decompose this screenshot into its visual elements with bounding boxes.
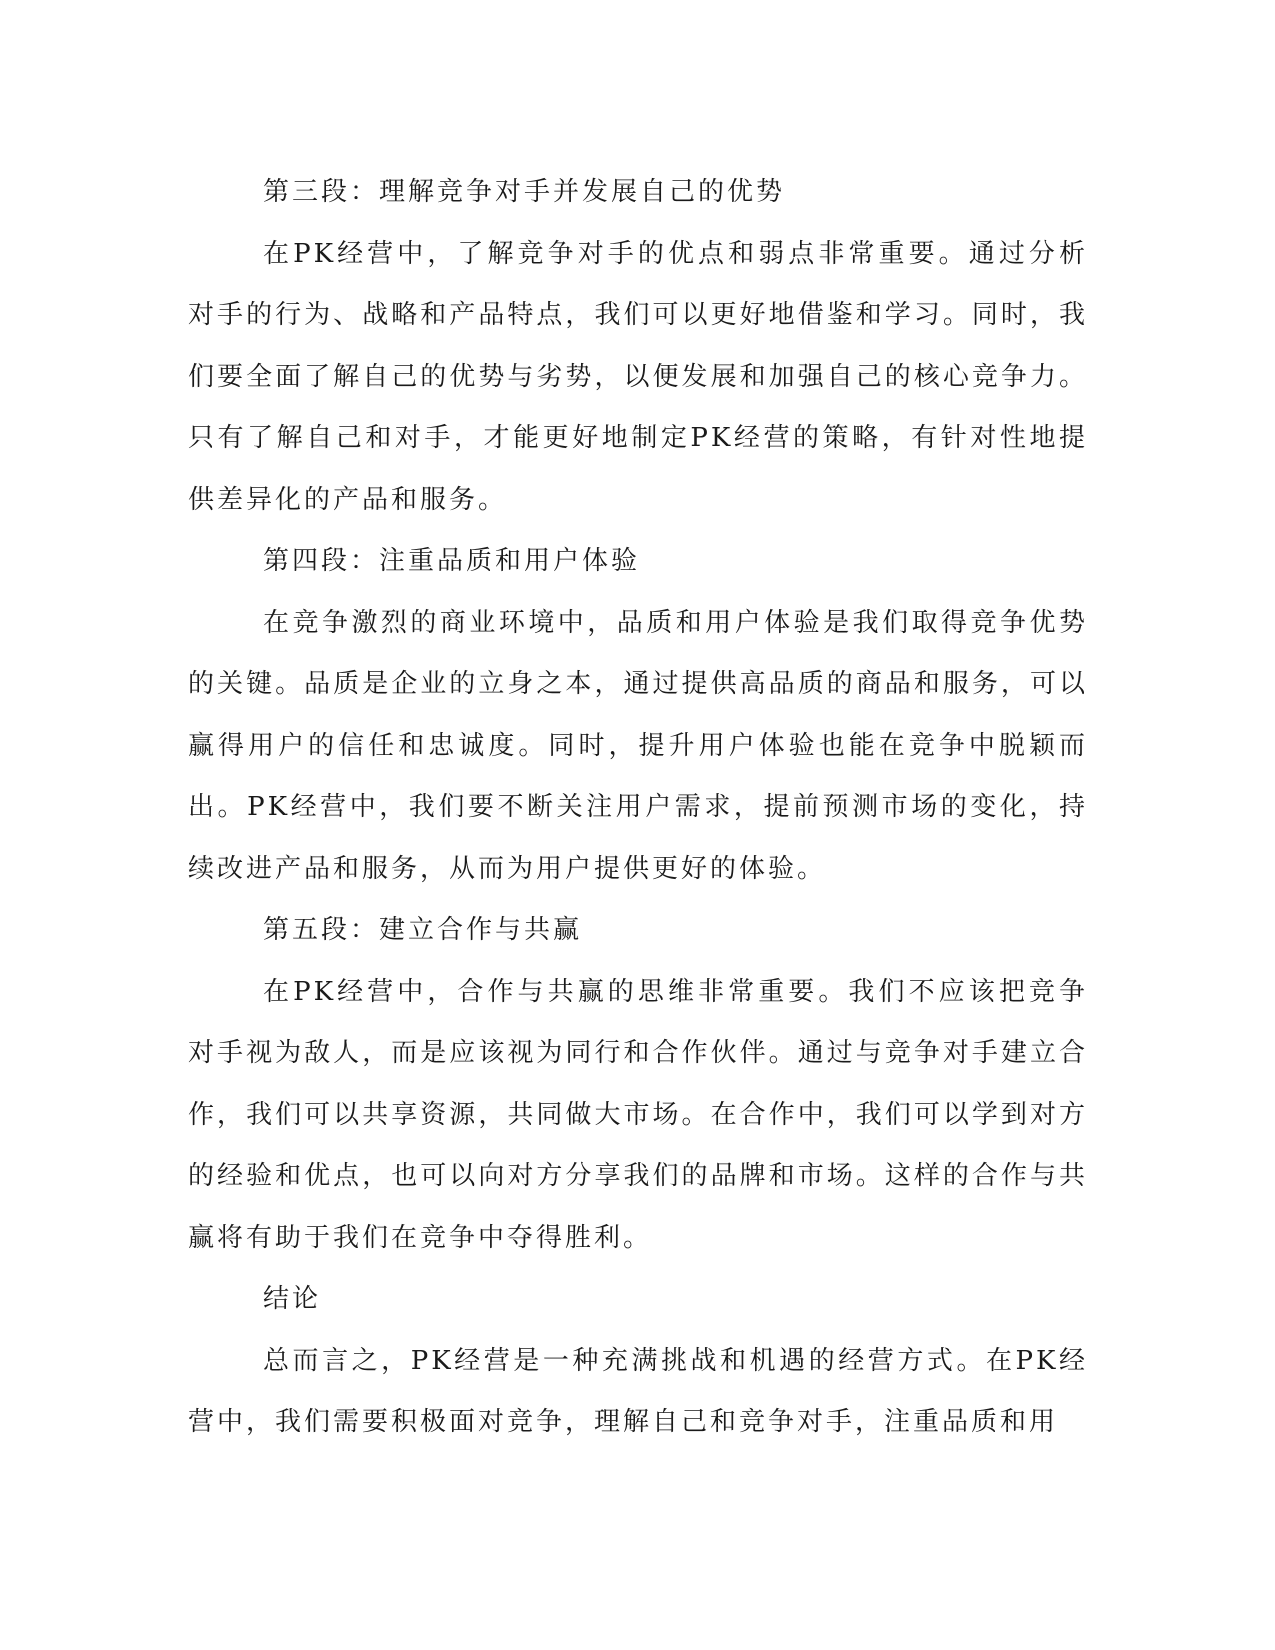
section-heading-4: 第四段：注重品质和用户体验 — [263, 546, 641, 576]
section-paragraph-4: 在竞争激烈的商业环境中，品质和用户体验是我们取得竞争优势的关键。品质是企业的立身之本，通过提供高品质的商品和服务，可以赢得用户的信任和忠诚度。同时，提升用户体验也能在竞争中脱颖而出。PK经营中，我们要不断关注用户需求，提前预测市场的变化，持续改进产品和服务，从而为用户提供更好的体验。 — [188, 607, 1088, 884]
section-paragraph-3: 在PK经营中，了解竞争对手的优点和弱点非常重要。通过分析对手的行为、战略和产品特点，我们可以更好地借鉴和学习。同时，我们要全面了解自己的优势与劣势，以便发展和加强自己的核心竞争力。只有了解自己和对手，才能更好地制定PK经营的策略，有针对性地提供差异化的产品和服务。 — [188, 238, 1088, 515]
section-paragraph-5: 在PK经营中，合作与共赢的思维非常重要。我们不应该把竞争对手视为敌人，而是应该视为同行和合作伙伴。通过与竞争对手建立合作，我们可以共享资源，共同做大市场。在合作中，我们可以学到对方的经验和优点，也可以向对方分享我们的品牌和市场。这样的合作与共赢将有助于我们在竞争中夺得胜利。 — [188, 976, 1088, 1253]
conclusion-paragraph: 总而言之，PK经营是一种充满挑战和机遇的经营方式。在PK经营中，我们需要积极面对竞争，理解自己和竞争对手，注重品质和用 — [188, 1345, 1088, 1437]
conclusion-heading: 结论 — [263, 1284, 322, 1314]
section-heading-5: 第五段：建立合作与共赢 — [263, 915, 583, 945]
document-body — [188, 162, 1088, 1454]
section-heading-3: 第三段：理解竞争对手并发展自己的优势 — [263, 177, 786, 207]
